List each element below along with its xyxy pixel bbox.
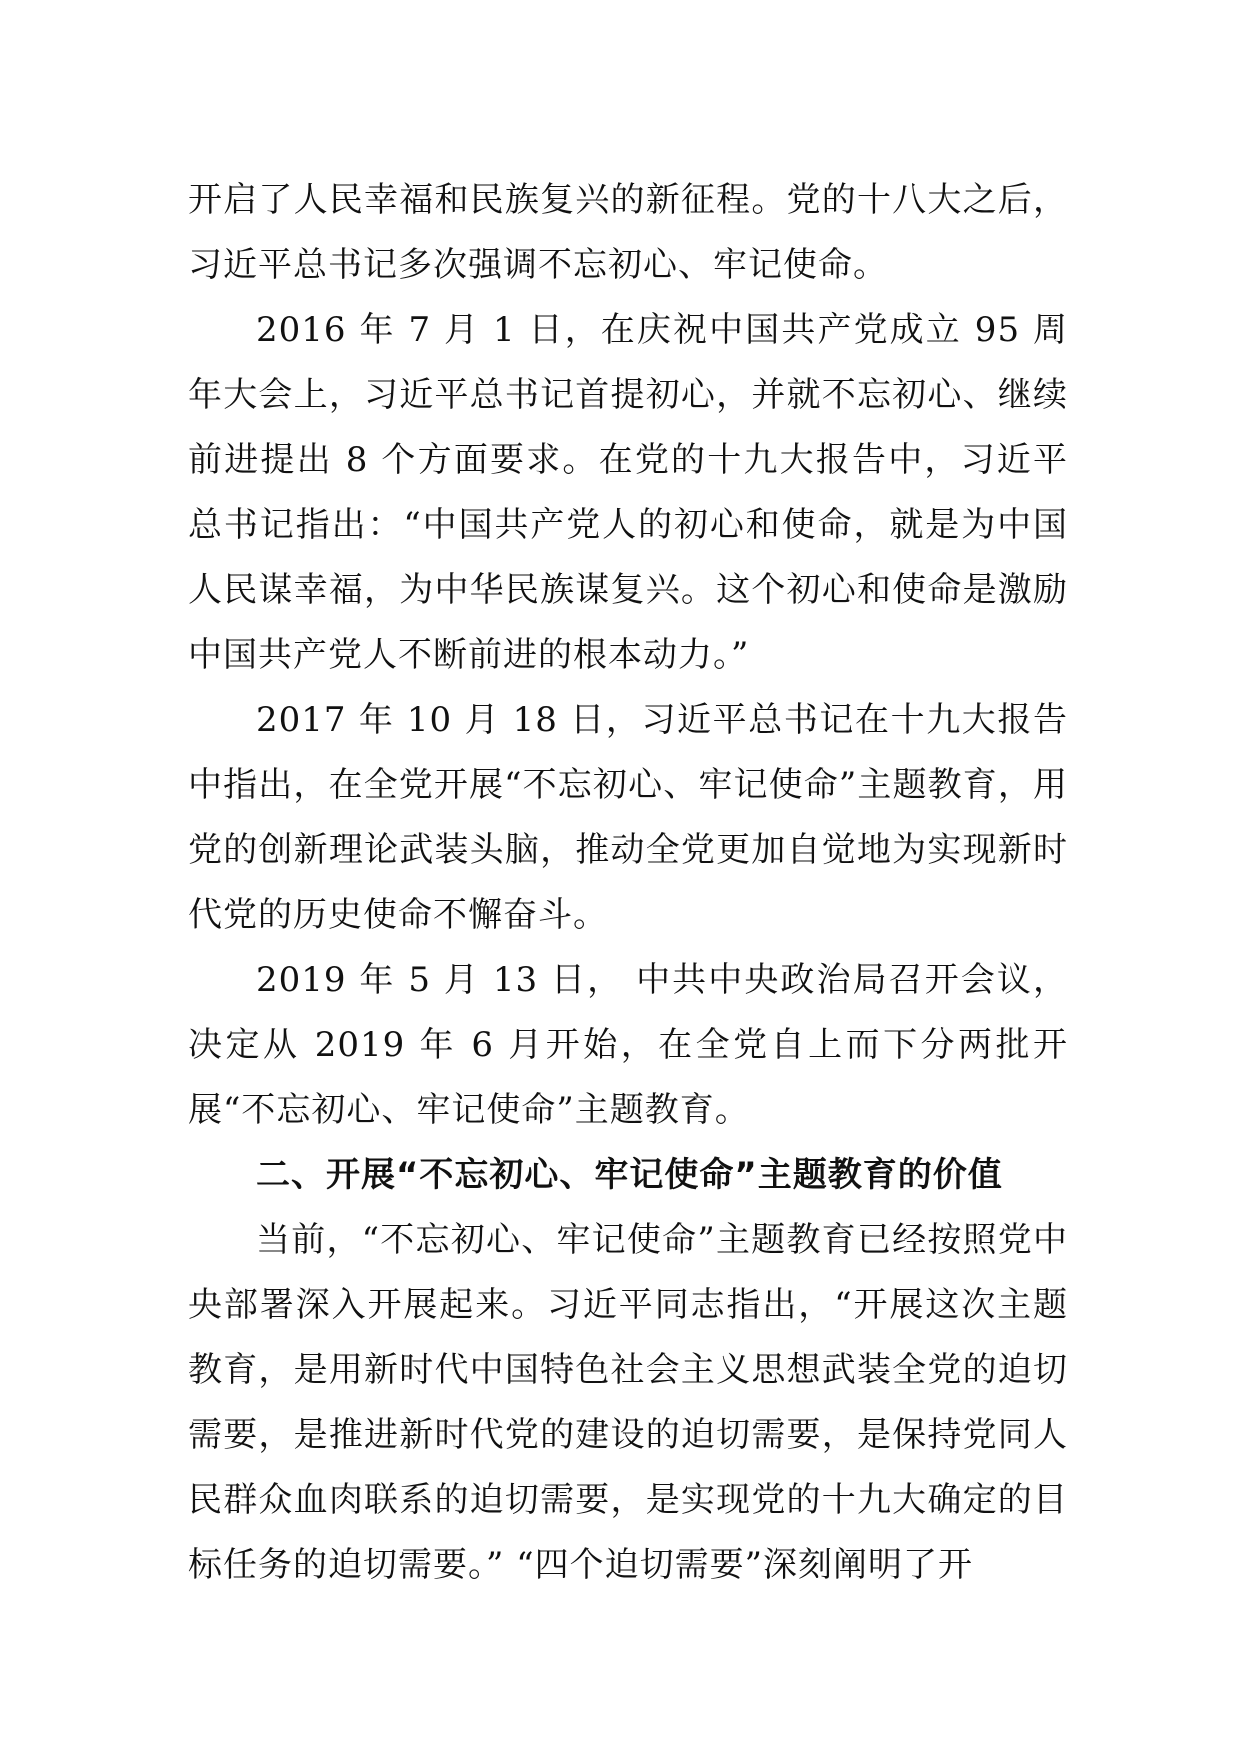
paragraph-continuation: 开启了人民幸福和民族复兴的新征程。党的十八大之后，习近平总书记多次强调不忘初心、牢记使命。	[188, 180, 1068, 285]
paragraph-2017: 2017 年 10 月 18 日，习近平总书记在十九大报告中指出，在全党开展“不忘初心、牢记使命”主题教育，用党的创新理论武装头脑，推动全党更加自觉地为实现新时代党的历史使命不懈奋斗。	[188, 700, 1068, 935]
paragraph-2019: 2019 年 5 月 13 日， 中共中央政治局召开会议，决定从 2019 年 6 月开始，在全党自上而下分两批开展“不忘初心、牢记使命”主题教育。	[188, 960, 1068, 1130]
section-heading: 二、开展“不忘初心、牢记使命”主题教育的价值	[256, 1155, 1003, 1195]
paragraph-current: 当前，“不忘初心、牢记使命”主题教育已经按照党中央部署深入开展起来。习近平同志指出，“开展这次主题教育，是用新时代中国特色社会主义思想武装全党的迫切需要，是推进新时代党的建设的迫切需要，是保持党同人民群众血肉联系的迫切需要，是实现党的十九大确定的目标任务的迫切需要。” “四个迫切需要”深刻阐明了开	[188, 1220, 1068, 1585]
paragraph-2016: 2016 年 7 月 1 日，在庆祝中国共产党成立 95 周年大会上，习近平总书记首提初心，并就不忘初心、继续前进提出 8 个方面要求。在党的十九大报告中，习近平总书记指出：“中国共产党人的初心和使命，就是为中国人民谋幸福，为中华民族谋复兴。这个初心和使命是激励中国共产党人不断前进的根本动力。”	[188, 310, 1068, 675]
document-body	[188, 168, 1068, 1598]
